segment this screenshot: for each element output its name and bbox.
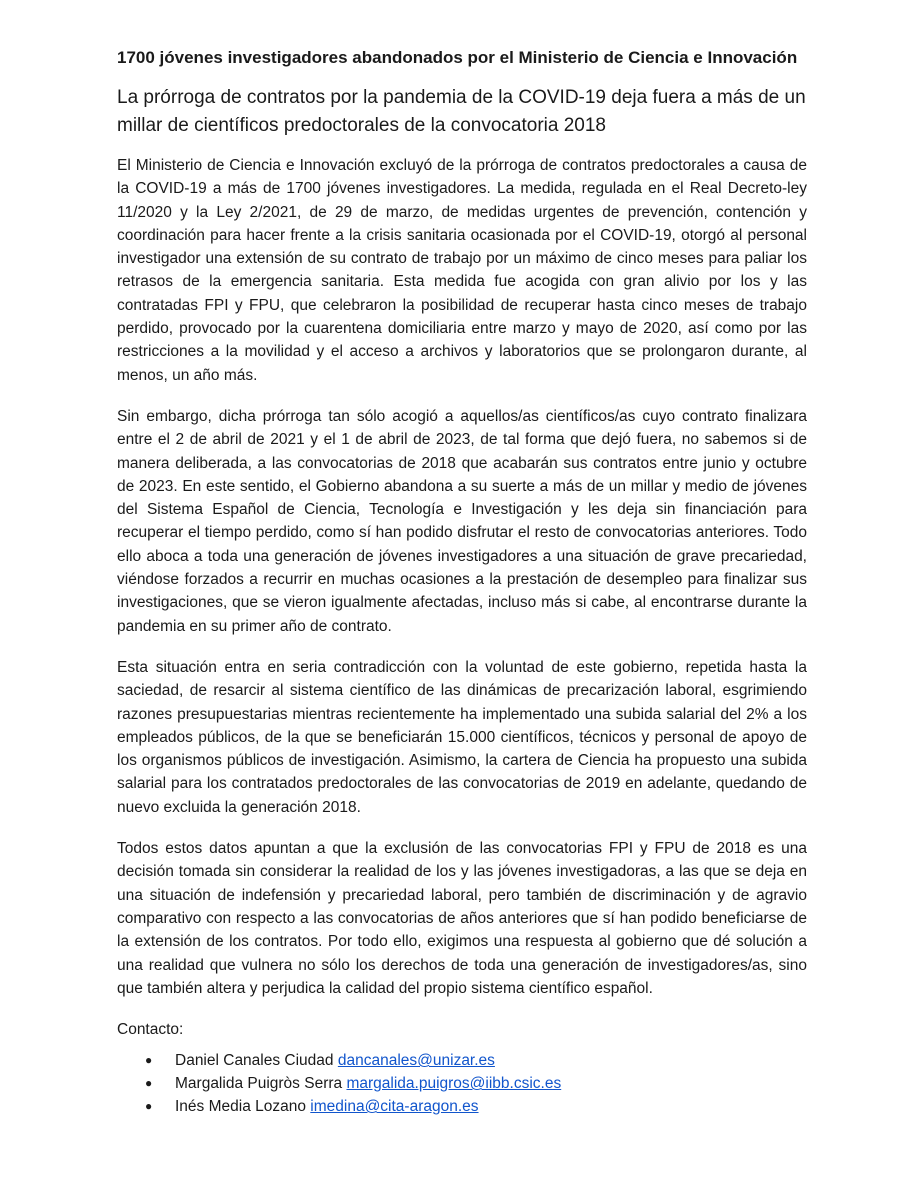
document-subtitle: La prórroga de contratos por la pandemia de la COVID-19 deja fuera a más de un millar de científicos predoctorales de la convocatoria 2018 <box>117 87 806 136</box>
contact-email-link[interactable]: imedina@cita-aragon.es <box>310 1098 479 1116</box>
document-title: 1700 jóvenes investigadores abandonados por el Ministerio de Ciencia e Innovación <box>117 48 798 67</box>
contact-name: Daniel Canales Ciudad <box>175 1052 338 1070</box>
contact-name: Inés Media Lozano <box>175 1098 311 1116</box>
contact-heading: Contacto: <box>117 1021 184 1039</box>
contact-item <box>145 1095 807 1118</box>
contact-item <box>145 1072 807 1095</box>
paragraph-1: El Ministerio de Ciencia e Innovación excluyó de la prórroga de contratos predoctorales a causa de la COVID-19 a más de 1700 jóvenes investigadores. La medida, regulada en el Real Decreto-ley 11/2020 y la Ley 2/2021, de 29 de marzo, de medidas urgentes de prevención, contención y coordinación para hacer frente a la crisis sanitaria ocasionada por el COVID-19, otorgó al personal investigador una extensión de su contrato de trabajo por un máximo de cinco meses para paliar los retrasos de la emergencia sanitaria. Esta medida fue acogida con gran alivio por los y las contratadas FPI y FPU, que celebraron la posibilidad de recuperar hasta cinco meses de trabajo perdido, provocado por la cuarentena domiciliaria entre marzo y mayo de 2020, así como por las restricciones a la movilidad y el acceso a archivos y laboratorios que se prolongaron durante, al menos, un año más. <box>117 157 807 384</box>
contact-email-link[interactable]: dancanales@unizar.es <box>337 1052 495 1070</box>
paragraph-2: Sin embargo, dicha prórroga tan sólo acogió a aquellos/as científicos/as cuyo contrato finalizara entre el 2 de abril de 2021 y el 1 de abril de 2023, de tal forma que dejó fuera, no sabemos si de manera deliberada, a las convocatorias de 2018 que acabarán sus contratos entre junio y octubre de 2023. En este sentido, el Gobierno abandona a su suerte a más de un millar y medio de jóvenes del Sistema Español de Ciencia, Tecnología e Investigación y les deja sin financiación para recuperar el tiempo perdido, como sí han podido disfrutar el resto de convocatorias anteriores. Todo ello aboca a toda una generación de jóvenes investigadores a una situación de grave precariedad, viéndose forzados a recurrir en muchas ocasiones a la prestación de desempleo para finalizar sus investigaciones, que se vieron igualmente afectadas, incluso más si cabe, al encontrarse durante la pandemia en su primer año de contrato. <box>117 407 807 635</box>
contact-name: Margalida Puigròs Serra <box>175 1075 347 1093</box>
paragraph-4: Todos estos datos apuntan a que la exclusión de las convocatorias FPI y FPU de 2018 es una decisión tomada sin considerar la realidad de los y las jóvenes investigadoras, a las que se deja en una situación de indefensión y precariedad laboral, pero también de discriminación y de agravio comparativo con respecto a las convocatorias de años anteriores que sí han podido beneficiarse de la extensión de los contratos. Por todo ello, exigimos una respuesta al gobierno que dé solución a una realidad que vulnera no sólo los derechos de toda una generación de investigadores/as, sino que también altera y perjudica la calidad del propio sistema científico español. <box>117 840 807 997</box>
bullet-icon: ● <box>145 1076 153 1091</box>
paragraph-3: Esta situación entra en seria contradicción con la voluntad de este gobierno, repetida hasta la saciedad, de resarcir al sistema científico de las dinámicas de precarización laboral, esgrimiendo razones presupuestarias mientras recientemente ha implementado una subida salarial del 2% a los empleados públicos, de la que se beneficiarán 15.000 científicos, técnicos y personal de apoyo de los organismos públicos de investigación. Asimismo, la cartera de Ciencia ha propuesto una subida salarial para los contratados predoctorales de las convocatorias de 2019 en adelante, quedando de nuevo excluida la generación 2018. <box>117 658 807 816</box>
bullet-icon: ● <box>145 1053 153 1068</box>
contact-email-link[interactable]: margalida.puigros@iibb.csic.es <box>346 1075 562 1093</box>
document-page <box>117 46 807 1118</box>
bullet-icon: ● <box>145 1099 153 1114</box>
contact-item <box>145 1049 807 1072</box>
contact-list <box>117 1049 807 1118</box>
